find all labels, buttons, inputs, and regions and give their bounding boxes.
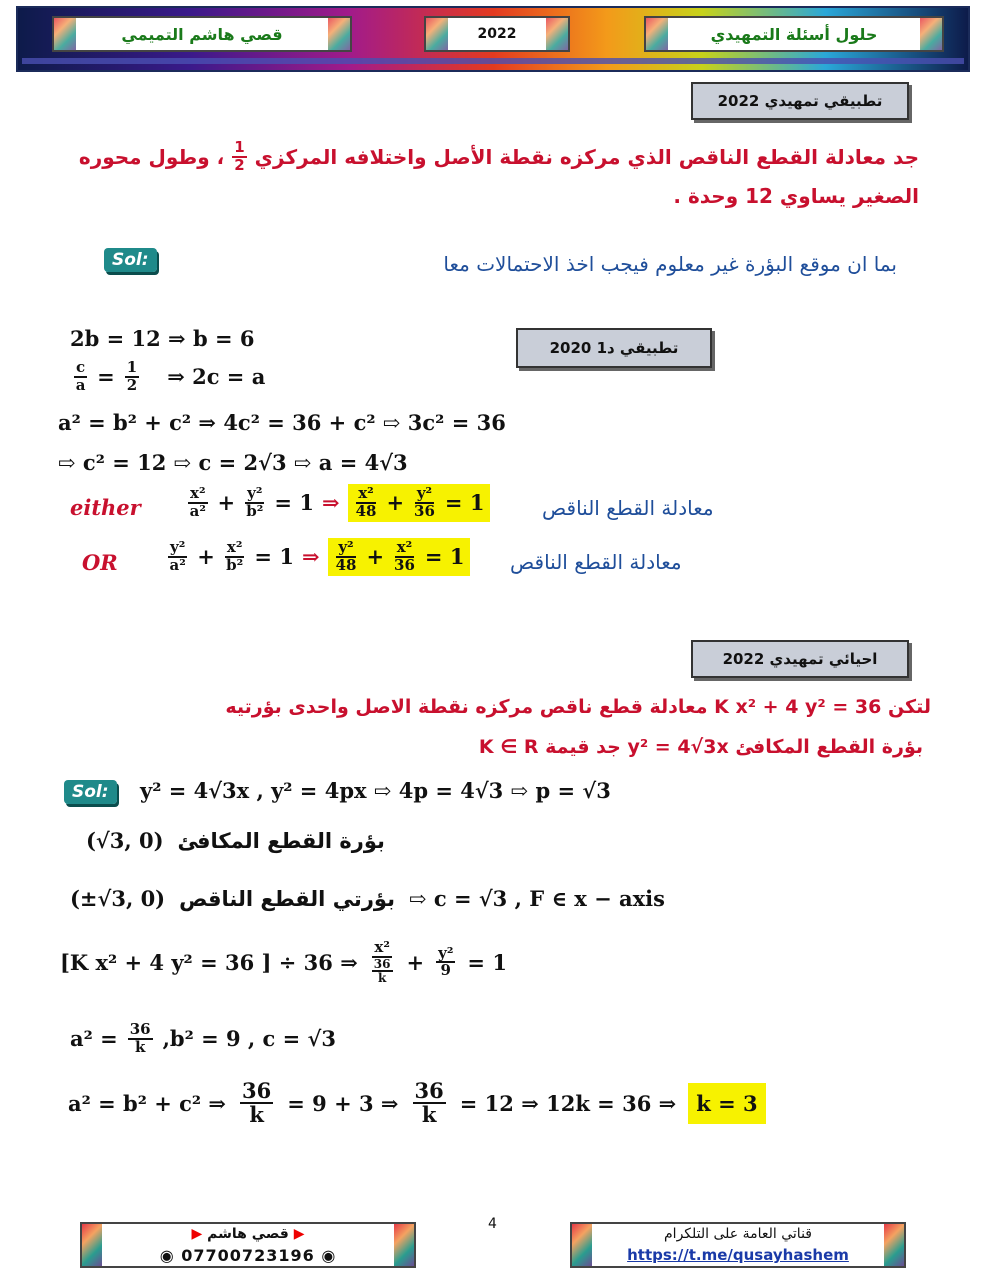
header-author-box <box>52 16 352 52</box>
q1-sol-note: بما ان موقع البؤرة غير معلوم فيجب اخذ الاحتمالات معا <box>443 252 897 276</box>
q2-step2-point: (√3, 0) <box>86 828 164 853</box>
q1-step3: a² = b² + c² ⇒ 4c² = 36 + c² ⇨ 3c² = 36 <box>58 410 506 435</box>
footer-contact-box <box>80 1222 416 1268</box>
q2-tag <box>691 640 909 678</box>
youtube-icon: ▶ <box>191 1226 203 1242</box>
header-stripe <box>22 58 964 64</box>
footer-name: ▶ قصي هاشم ▶ <box>191 1226 305 1242</box>
q2-step4-frac2: $\frac{\text{y²}}{9}$ <box>438 943 454 980</box>
q1-or-answer: $\frac{\text{y²}}{48}$ + $\frac{\text{x²}}{36}$ = 1 <box>328 538 471 576</box>
footer-telegram-link[interactable]: https://t.me/qusayhashem <box>627 1246 849 1264</box>
phone-icon: ◉ <box>159 1246 175 1265</box>
q2-step2-arabic: بؤرة القطع المكافئ <box>177 828 385 853</box>
q1-either-label: either <box>70 495 141 520</box>
q2-question-line2: بؤرة القطع المكافئ y² = 4√3x جد قيمة K ∈ R <box>478 736 923 758</box>
page-number: 4 <box>488 1216 497 1232</box>
q2-step4-lhs: [K x² + 4 y² = 36 ] ÷ 36 ⇒ <box>60 949 358 975</box>
q1-tag-text: 2022 تطبيقي تمهيدي <box>717 92 883 110</box>
q2-step3-arabic: بؤرتي القطع الناقص <box>179 886 395 911</box>
q1-or-label: OR <box>82 550 118 575</box>
footer-phone: ◉ 07700723196 ◉ <box>159 1246 337 1265</box>
q1-step2-tail: ⇒ 2c = a <box>167 364 266 390</box>
q1-step2-rhs: $\frac{1}{2}$ <box>126 358 138 394</box>
q1-step4: ⇨ c² = 12 ⇨ c = 2√3 ⇨ a = 4√3 <box>58 450 408 475</box>
q2-step3 <box>70 886 665 911</box>
q1-step2: $\frac{c}{a}$ = $\frac{1}{2}$ ⇒ 2c = a <box>75 358 266 394</box>
q1-line1-end: ، وطول محوره <box>78 144 225 169</box>
q1-either-arabic: معادلة القطع الناقص <box>542 496 714 520</box>
footer-channel-box <box>570 1222 906 1268</box>
q1-either-eq: $\frac{\text{x²}}{\text{a²}}$ + $\frac{\text{y²}}{\text{b²}}$ = 1 ⇒ $\frac{\text{x²}}{48}$ + $\frac{\text{y²}}{36}$ = 1 <box>186 484 490 522</box>
q2-step5: a² = $\frac{36}{k}$ ,b² = 9 , c = √3 <box>70 1020 336 1056</box>
q1-question-line1 <box>79 140 919 174</box>
q1-sol-badge <box>104 250 157 270</box>
q1-ecc-fraction: $\frac{1}{2}$ <box>234 138 245 174</box>
q1-tag2-text: 2020 تطبيقي د1 <box>549 339 679 357</box>
q2-sol-badge <box>64 782 117 802</box>
q1-line1-text: جد معادلة القطع الناقص الذي مركزه نقطة الأصل واختلافه المركزي <box>254 144 919 169</box>
q2-final-answer: k = 3 <box>688 1083 765 1124</box>
q1-step2-lhs: $\frac{c}{a}$ <box>75 358 86 394</box>
q1-tag2 <box>516 328 712 368</box>
q2-tag-text: 2022 احيائي تمهيدي <box>722 650 878 668</box>
header-year: 2022 <box>477 26 517 42</box>
q1-tag <box>691 82 909 120</box>
q2-question-line1: لتكن K x² + 4 y² = 36 معادلة قطع ناقص مركزه نقطة الاصل واحدى بؤرتيه <box>225 696 931 718</box>
q1-sol-label: Sol: <box>104 248 157 272</box>
q2-step3-tail: ⇨ c = √3 , F ∈ x − axis <box>408 886 665 911</box>
q1-either-answer: $\frac{\text{x²}}{48}$ + $\frac{\text{y²}}{36}$ = 1 <box>348 484 491 522</box>
q2-step3-points: (±√3, 0) <box>70 886 166 911</box>
q2-step1: y² = 4√3x , y² = 4px ⇨ 4p = 4√3 ⇨ p = √3 <box>140 778 611 803</box>
q1-or-eq: $\frac{\text{y²}}{\text{a²}}$ + $\frac{\text{x²}}{\text{b²}}$ = 1 ⇒ $\frac{\text{y²}}{48}$ + $\frac{\text{x²}}{36}$ = 1 <box>166 538 470 576</box>
header-title-box <box>644 16 944 52</box>
footer-channel-text: قناتي العامة على التلكرام <box>664 1226 812 1242</box>
header-year-box <box>424 16 570 52</box>
q2-step4: [K x² + 4 y² = 36 ] ÷ 36 ⇒ $\frac{\text{x²}}{\frac{36}{k}}$ + $\frac{\text{y²}}{9}$ = 1 <box>60 938 507 986</box>
q1-question-line2: الصغير يساوي 12 وحدة . <box>673 184 919 208</box>
phone-icon: ◉ <box>321 1246 337 1265</box>
header-author: قصي هاشم التميمي <box>121 24 283 44</box>
q2-step2 <box>86 828 385 853</box>
header-title: حلول أسئلة التمهيدي <box>710 24 878 44</box>
q2-step4-frac1: $\frac{\text{x²}}{\frac{36}{k}}$ <box>373 938 391 986</box>
q1-or-arabic: معادلة القطع الناقص <box>510 550 682 574</box>
q1-step1: 2b = 12 ⇒ b = 6 <box>70 326 255 351</box>
q2-sol-label: Sol: <box>64 780 117 804</box>
q2-step6: a² = b² + c² ⇒ $\frac{36}{k}$ = 9 + 3 ⇒ $\frac{36}{k}$ = 12 ⇒ 12k = 36 ⇒ k = 3 <box>68 1080 766 1126</box>
youtube-icon: ▶ <box>293 1226 305 1242</box>
